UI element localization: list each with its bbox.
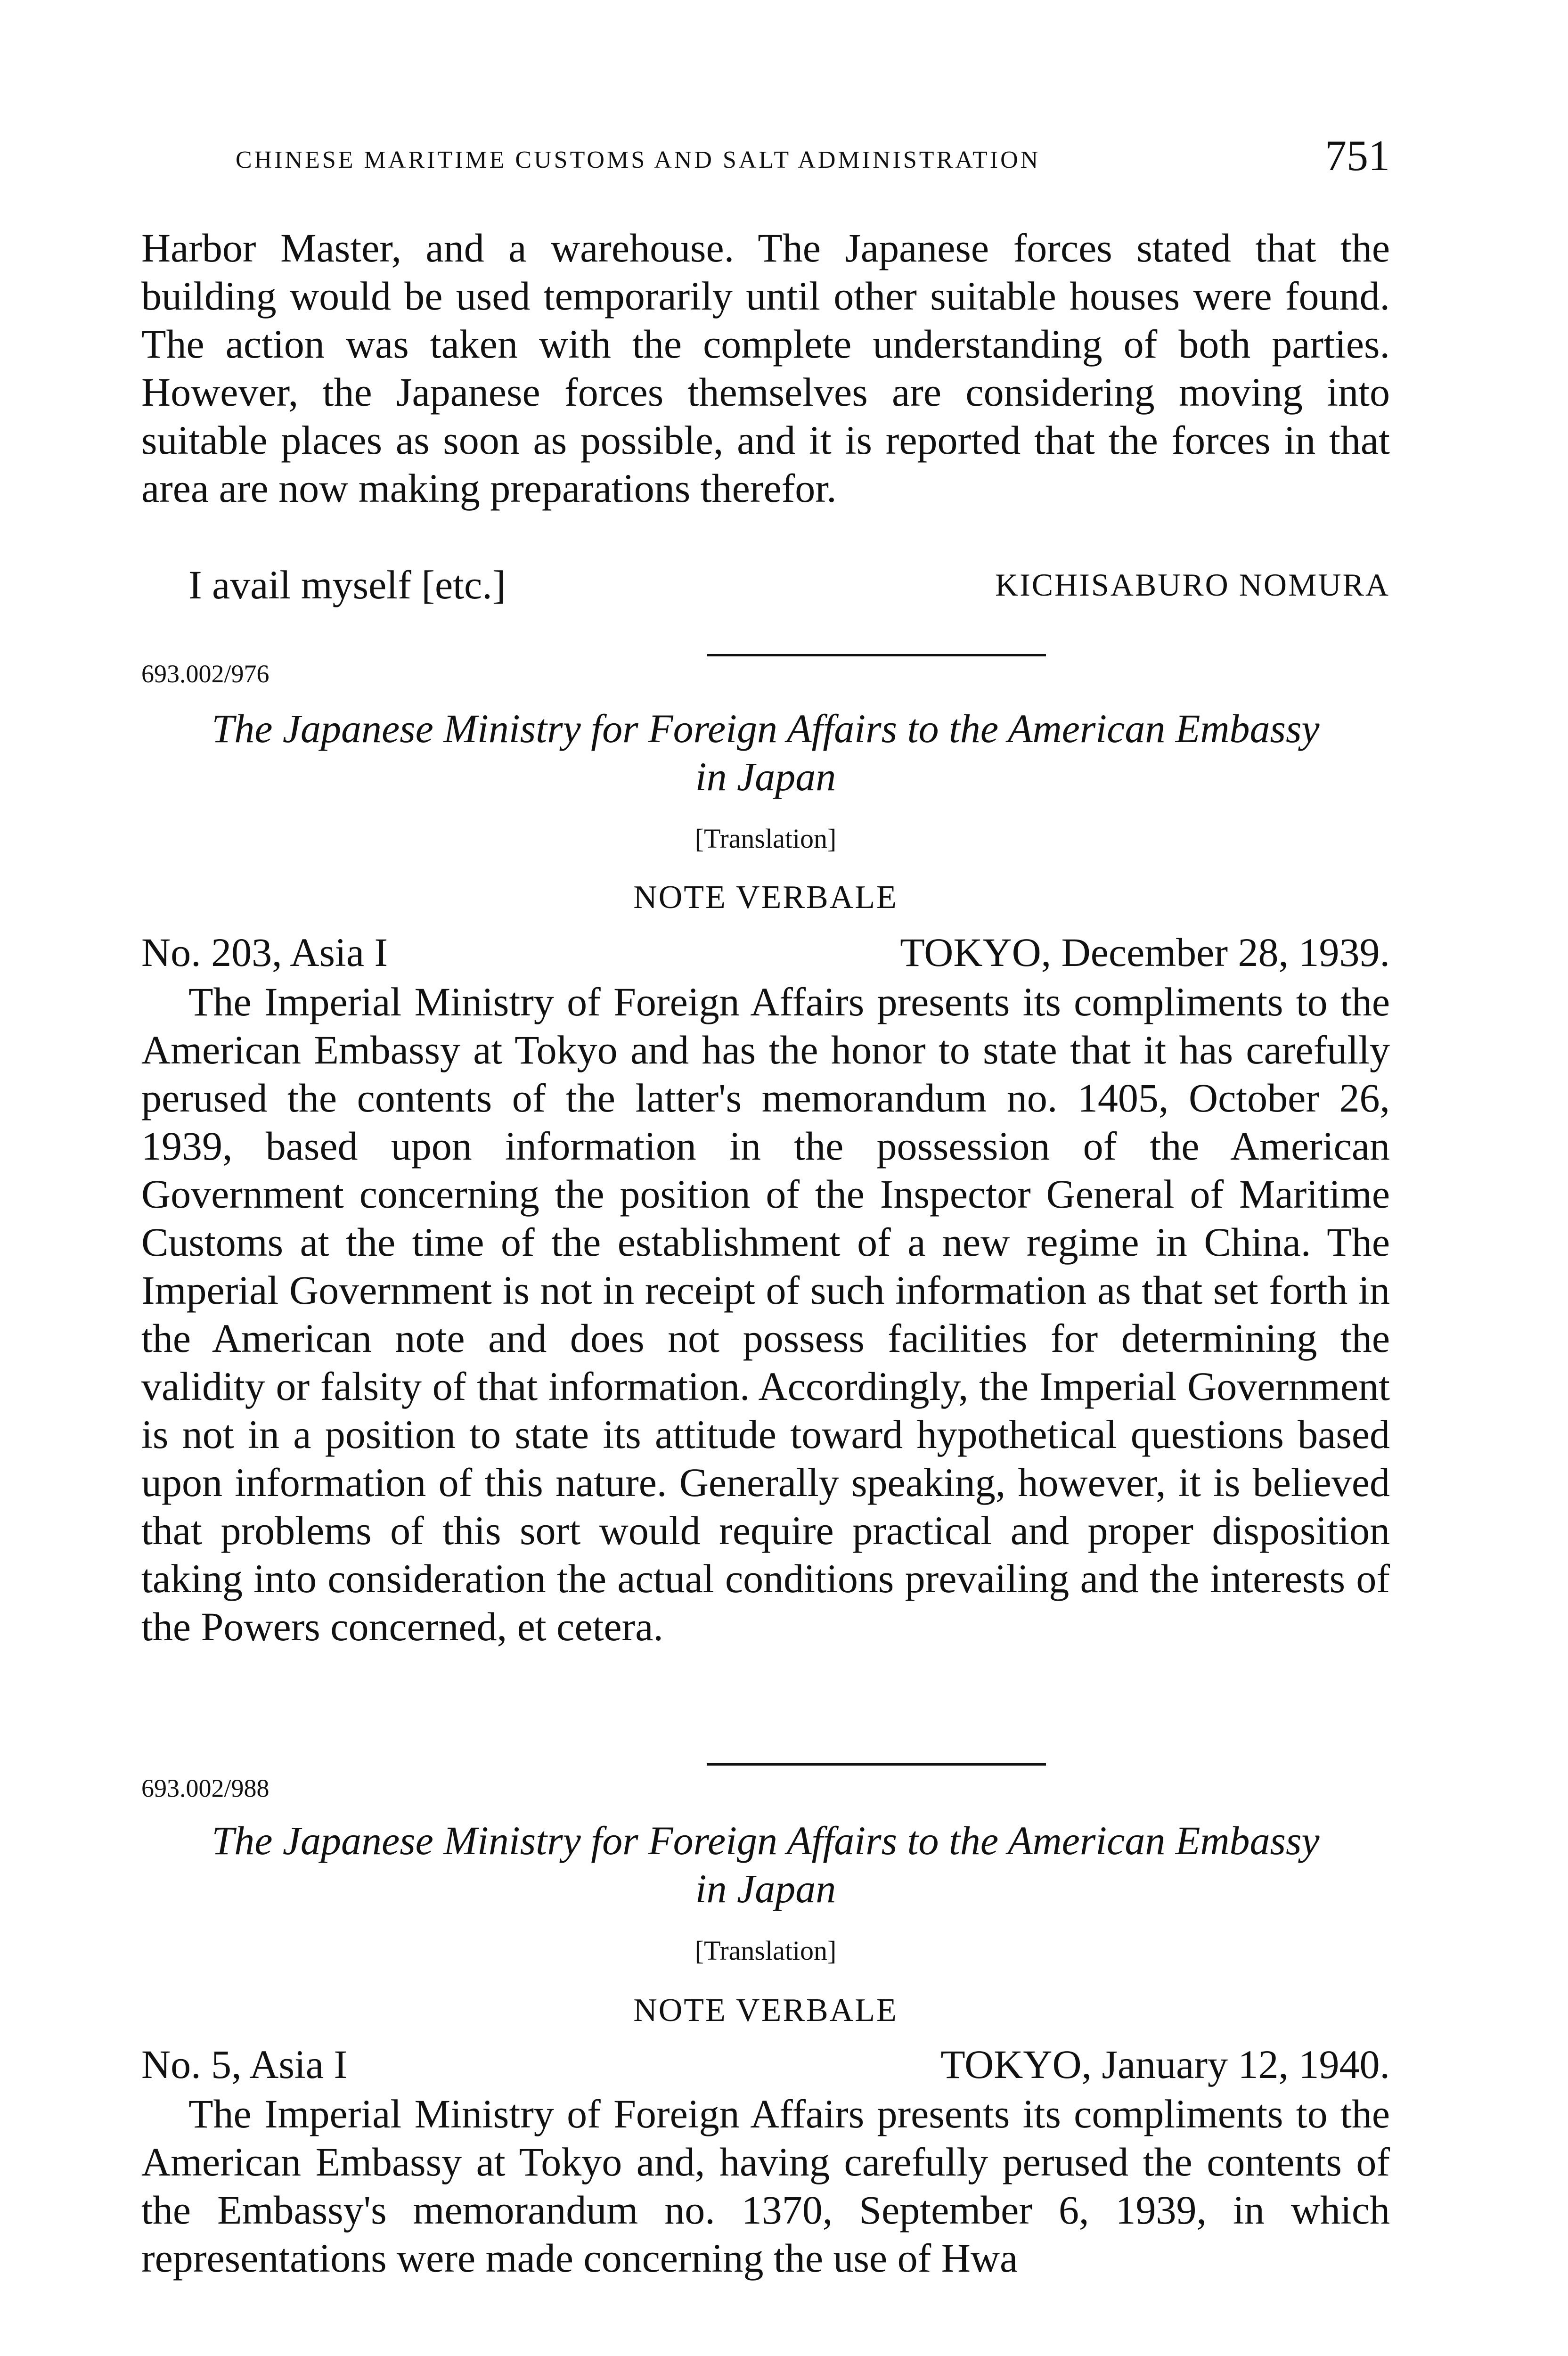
running-head-title: CHINESE MARITIME CUSTOMS AND SALT ADMINISTRATION (236, 147, 1041, 173)
file-number: 693.002/976 (141, 660, 270, 688)
note-body: The Imperial Ministry of Foreign Affairs presents its compliments to the American Embassy at Tokyo and, having carefully perused the contents of the Embassy's memorandum no. 1370, September 6, 1939, in which representations were made concerning the use of Hwa (141, 2091, 1390, 2281)
section-divider (707, 1763, 1046, 1766)
continuation-paragraph: Harbor Master, and a warehouse. The Japanese forces stated that the building would be used temporarily until other suitable houses were found. The action was taken with the complete understanding of both parties. However, the Japanese forces themselves are considering moving into suitable places as soon as possible, and it is reported that the forces in that area are now making preparations therefor. (141, 225, 1390, 511)
reference-number: No. 5, Asia I (141, 2042, 348, 2087)
document-title (141, 704, 1390, 801)
dateline: TOKYO, January 12, 1940. (940, 2042, 1390, 2087)
document-title (141, 1816, 1390, 1913)
document-title-line1: The Japanese Ministry for Foreign Affairs to the American Embassy (212, 706, 1320, 751)
note-verbale-heading: NOTE VERBALE (633, 1992, 898, 2029)
section-divider (707, 654, 1046, 656)
translation-label: [Translation] (694, 1935, 837, 1966)
running-head (236, 131, 1390, 180)
document-title-line1: The Japanese Ministry for Foreign Affairs to the American Embassy (212, 1818, 1320, 1863)
document-title-line2: in Japan (695, 754, 836, 799)
signature: KICHISABURO NOMURA (995, 567, 1390, 603)
document-title-line2: in Japan (695, 1866, 836, 1911)
dateline-row (141, 928, 1390, 976)
signoff (188, 561, 1390, 609)
dateline: TOKYO, December 28, 1939. (900, 930, 1390, 975)
translation-label: [Translation] (694, 823, 837, 854)
note-verbale-heading: NOTE VERBALE (633, 879, 898, 916)
reference-number: No. 203, Asia I (141, 930, 388, 975)
dateline-row (141, 2040, 1390, 2088)
note-body: The Imperial Ministry of Foreign Affairs presents its compliments to the American Embassy at Tokyo and has the honor to state that it has carefully perused the contents of the latter's memorandum no. 1405, October 26, 1939, based upon information in the possession of the American Government concerning the position of the Inspector General of Maritime Customs at the time of the establishment of a new regime in China. The Imperial Government is not in receipt of such information as that set forth in the American note and does not possess facilities for determining the validity or falsity of that information. Accordingly, the Imperial Government is not in a position to state its attitude toward hypothetical questions based upon information of this nature. Generally speaking, however, it is believed that problems of this sort would require practical and proper disposition taking into consideration the actual conditions prevailing and the interests of the Powers concerned, et cetera. (141, 979, 1390, 1649)
closing-text: I avail myself [etc.] (188, 562, 506, 607)
page-number: 751 (1325, 131, 1390, 180)
file-number: 693.002/988 (141, 1774, 270, 1802)
